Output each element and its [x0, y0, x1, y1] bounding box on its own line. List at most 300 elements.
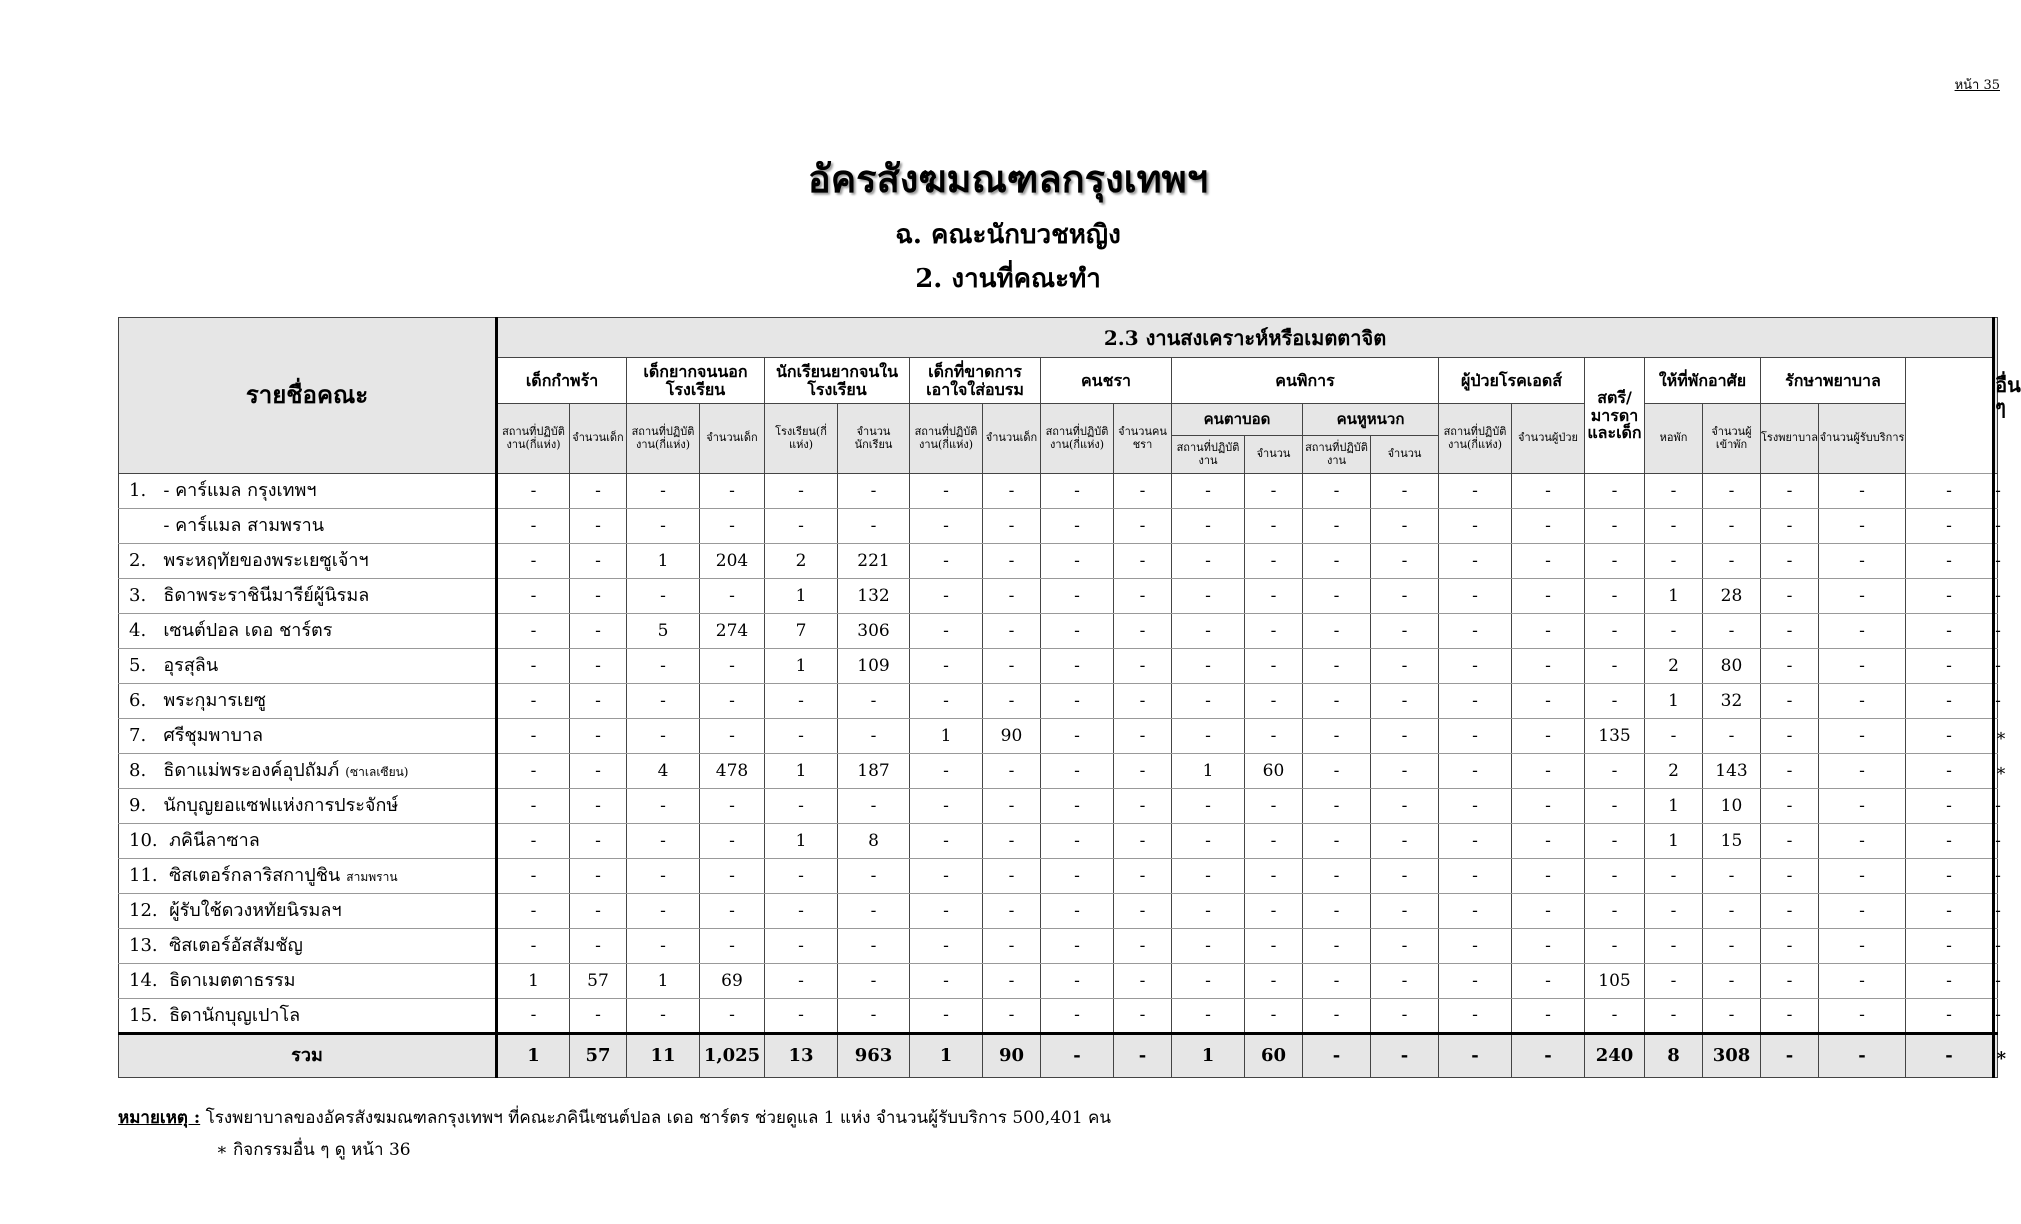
row-other: -: [1994, 474, 1998, 509]
table-cell: -: [700, 509, 765, 544]
table-cell: -: [1172, 509, 1245, 544]
table-cell: -: [1041, 999, 1114, 1034]
table-cell: -: [1512, 894, 1585, 929]
table-cell: -: [1041, 614, 1114, 649]
table-cell: -: [1172, 929, 1245, 964]
table-cell: -: [1906, 894, 1994, 929]
table-cell: 204: [700, 544, 765, 579]
table-cell: -: [1906, 824, 1994, 859]
row-name-note: สามพราน: [346, 870, 398, 885]
table-cell: -: [1512, 719, 1585, 754]
table-cell: -: [497, 894, 570, 929]
table-cell: 5: [627, 614, 700, 649]
table-cell: -: [497, 474, 570, 509]
table-cell: -: [1371, 789, 1439, 824]
row-name-text: 12. ผู้รับใช้ดวงหทัยนิรมลฯ: [129, 900, 342, 922]
sub-header: สถานที่ปฏิบัติงาน(กี่แห่ง): [910, 404, 983, 474]
table-cell: -: [1819, 929, 1906, 964]
row-name: [119, 649, 497, 684]
table-row: [119, 894, 1998, 929]
page-subtitle-1: ฉ. คณะนักบวชหญิง: [895, 220, 1121, 250]
group-header: เด็กกำพร้า: [497, 358, 627, 404]
table-cell: -: [1703, 544, 1761, 579]
table-cell: -: [838, 474, 910, 509]
table-cell: -: [1245, 999, 1303, 1034]
table-cell: -: [1645, 964, 1703, 999]
table-cell: -: [700, 999, 765, 1034]
row-name-text: 5. อุรสุลิน: [129, 655, 219, 677]
sub-header: สถานที่ปฏิบัติงาน(กี่แห่ง): [497, 404, 570, 474]
total-label: รวม: [119, 1034, 497, 1078]
total-cell: -: [1906, 1034, 1994, 1078]
table-cell: -: [1114, 859, 1172, 894]
table-cell: -: [1439, 509, 1512, 544]
table-cell: -: [700, 649, 765, 684]
table-row: [119, 754, 1998, 789]
row-name-text: 15. ธิดานักบุญเปาโล: [129, 1004, 301, 1026]
group-header: เด็กยากจนนอกโรงเรียน: [627, 358, 765, 404]
row-other: -: [1994, 859, 1998, 894]
table-cell: -: [1761, 789, 1819, 824]
page-subtitle-2: 2. งานที่คณะทำ: [915, 264, 1101, 294]
table-cell: -: [1761, 964, 1819, 999]
table-cell: 1: [1645, 789, 1703, 824]
row-name: [119, 544, 497, 579]
total-cell: -: [1512, 1034, 1585, 1078]
table-row: [119, 579, 1998, 614]
row-other: -: [1994, 929, 1998, 964]
table-cell: 1: [1645, 684, 1703, 719]
table-cell: 1: [765, 579, 838, 614]
table-row: [119, 964, 1998, 999]
disabled-subgroup-header: คนตาบอด: [1172, 404, 1303, 436]
table-cell: -: [765, 474, 838, 509]
table-cell: 2: [765, 544, 838, 579]
table-cell: 135: [1585, 719, 1645, 754]
table-cell: 1: [765, 824, 838, 859]
sub-header: สถานที่ปฏิบัติงาน(กี่แห่ง): [1439, 404, 1512, 474]
table-cell: -: [1172, 859, 1245, 894]
table-cell: -: [1371, 474, 1439, 509]
table-cell: -: [1761, 544, 1819, 579]
table-cell: -: [1512, 754, 1585, 789]
group-header: ให้ที่พักอาศัย: [1645, 358, 1761, 404]
data-table: [118, 317, 2021, 1078]
table-cell: -: [1512, 579, 1585, 614]
table-cell: -: [497, 929, 570, 964]
table-cell: -: [1645, 614, 1703, 649]
sub-header: สถานที่ปฏิบัติงาน: [1172, 436, 1245, 474]
table-cell: -: [1512, 509, 1585, 544]
table-cell: -: [765, 789, 838, 824]
row-other: -: [1994, 614, 1998, 649]
table-cell: -: [765, 894, 838, 929]
row-name: [119, 894, 497, 929]
other-header: อื่น ๆ: [1994, 318, 1998, 474]
table-cell: -: [1371, 894, 1439, 929]
table-cell: -: [1172, 684, 1245, 719]
table-cell: 8: [838, 824, 910, 859]
table-cell: -: [910, 824, 983, 859]
table-cell: 1: [627, 964, 700, 999]
name-header: รายชื่อคณะ: [119, 318, 497, 474]
table-cell: -: [910, 579, 983, 614]
table-cell: -: [1906, 684, 1994, 719]
table-cell: -: [570, 894, 627, 929]
table-cell: -: [838, 894, 910, 929]
table-cell: -: [983, 789, 1041, 824]
table-cell: -: [1303, 719, 1371, 754]
table-cell: -: [1645, 999, 1703, 1034]
table-cell: -: [983, 509, 1041, 544]
table-cell: -: [765, 859, 838, 894]
table-cell: -: [1645, 544, 1703, 579]
table-cell: -: [1041, 754, 1114, 789]
table-cell: 478: [700, 754, 765, 789]
table-cell: -: [983, 894, 1041, 929]
row-other: -: [1994, 649, 1998, 684]
table-cell: -: [497, 719, 570, 754]
table-cell: -: [765, 509, 838, 544]
row-name: [119, 964, 497, 999]
table-cell: -: [1041, 719, 1114, 754]
total-cell: 57: [570, 1034, 627, 1078]
table-row: [119, 614, 1998, 649]
table-cell: -: [1819, 789, 1906, 824]
total-cell: 90: [983, 1034, 1041, 1078]
table-cell: 15: [1703, 824, 1761, 859]
table-cell: -: [1041, 964, 1114, 999]
table-cell: -: [1761, 509, 1819, 544]
table-cell: -: [627, 859, 700, 894]
table-cell: -: [1512, 684, 1585, 719]
table-cell: -: [1114, 544, 1172, 579]
group-header: นักเรียนยากจนในโรงเรียน: [765, 358, 910, 404]
table-cell: -: [1041, 859, 1114, 894]
table-cell: -: [570, 719, 627, 754]
sub-header: จำนวนผู้ป่วย: [1512, 404, 1585, 474]
row-name: [119, 579, 497, 614]
table-cell: -: [700, 474, 765, 509]
table-cell: -: [570, 929, 627, 964]
table-cell: -: [570, 579, 627, 614]
table-cell: -: [1245, 509, 1303, 544]
table-cell: -: [1114, 614, 1172, 649]
table-cell: -: [1512, 824, 1585, 859]
footnote-asterisk: ∗ กิจกรรมอื่น ๆ ดู หน้า 36: [216, 1140, 411, 1160]
table-cell: -: [627, 474, 700, 509]
table-cell: -: [1371, 964, 1439, 999]
table-cell: -: [700, 579, 765, 614]
row-other: ∗: [1994, 754, 1998, 789]
row-name-text: 13. ซิสเตอร์อัสสัมชัญ: [129, 935, 303, 957]
sub-header: จำนวนเด็ก: [700, 404, 765, 474]
table-cell: -: [1906, 544, 1994, 579]
table-cell: -: [1041, 509, 1114, 544]
table-cell: -: [1303, 509, 1371, 544]
table-row: [119, 859, 1998, 894]
table-cell: -: [1371, 719, 1439, 754]
table-cell: 221: [838, 544, 910, 579]
table-cell: -: [1172, 649, 1245, 684]
table-cell: -: [570, 859, 627, 894]
table-cell: -: [1114, 649, 1172, 684]
table-cell: 105: [1585, 964, 1645, 999]
table-cell: -: [570, 614, 627, 649]
table-cell: -: [1439, 789, 1512, 824]
table-cell: -: [1645, 894, 1703, 929]
table-cell: 90: [983, 719, 1041, 754]
table-cell: -: [1819, 474, 1906, 509]
table-cell: -: [1303, 789, 1371, 824]
table-cell: -: [1819, 579, 1906, 614]
table-cell: -: [1703, 964, 1761, 999]
total-cell: 8: [1645, 1034, 1703, 1078]
table-cell: -: [627, 579, 700, 614]
row-name-text: 6. พระกุมารเยซู: [129, 690, 266, 712]
table-cell: 7: [765, 614, 838, 649]
table-cell: -: [570, 509, 627, 544]
table-cell: -: [910, 509, 983, 544]
table-cell: -: [1439, 614, 1512, 649]
table-cell: 32: [1703, 684, 1761, 719]
sub-header: สถานที่ปฏิบัติงาน: [1303, 436, 1371, 474]
row-name: [119, 999, 497, 1034]
table-cell: -: [910, 964, 983, 999]
table-row: [119, 824, 1998, 859]
table-cell: -: [1819, 964, 1906, 999]
sub-header: จำนวน: [1371, 436, 1439, 474]
table-cell: -: [1245, 474, 1303, 509]
total-cell: 60: [1245, 1034, 1303, 1078]
table-cell: -: [1906, 754, 1994, 789]
table-cell: -: [570, 789, 627, 824]
table-cell: -: [1303, 474, 1371, 509]
total-cell: -: [1371, 1034, 1439, 1078]
table-cell: -: [1703, 719, 1761, 754]
total-cell: -: [1761, 1034, 1819, 1078]
table-cell: -: [1114, 824, 1172, 859]
table-cell: -: [1439, 754, 1512, 789]
row-other: -: [1994, 999, 1998, 1034]
page-number: หน้า 35: [1954, 78, 2000, 93]
table-cell: -: [1761, 999, 1819, 1034]
table-cell: -: [1645, 719, 1703, 754]
table-cell: -: [838, 789, 910, 824]
table-cell: -: [983, 999, 1041, 1034]
table-cell: -: [627, 649, 700, 684]
table-cell: -: [838, 719, 910, 754]
group-header: สตรี/มารดาและเด็ก: [1585, 358, 1645, 474]
sub-header: โรงเรียน(กี่แห่ง): [765, 404, 838, 474]
table-cell: -: [1114, 999, 1172, 1034]
table-cell: -: [1172, 579, 1245, 614]
table-cell: -: [1512, 929, 1585, 964]
table-cell: 2: [1645, 649, 1703, 684]
table-cell: -: [1041, 649, 1114, 684]
row-other: -: [1994, 964, 1998, 999]
table-cell: -: [700, 789, 765, 824]
row-name-text: 1. - คาร์แมล กรุงเทพฯ: [129, 480, 317, 502]
table-row: [119, 649, 1998, 684]
table-cell: -: [983, 579, 1041, 614]
table-cell: -: [497, 789, 570, 824]
table-cell: -: [1371, 544, 1439, 579]
table-cell: -: [983, 929, 1041, 964]
row-name-note: (ซาเลเซียน): [345, 765, 409, 780]
table-cell: -: [497, 649, 570, 684]
sub-header: จำนวนคนชรา: [1114, 404, 1172, 474]
table-cell: -: [1303, 544, 1371, 579]
table-cell: -: [1371, 684, 1439, 719]
table-cell: -: [1761, 474, 1819, 509]
table-cell: -: [700, 894, 765, 929]
table-cell: -: [497, 614, 570, 649]
table-cell: -: [1245, 964, 1303, 999]
table-cell: -: [910, 894, 983, 929]
table-cell: -: [910, 999, 983, 1034]
table-cell: -: [497, 509, 570, 544]
table-cell: -: [1645, 859, 1703, 894]
total-cell: -: [1114, 1034, 1172, 1078]
table-cell: -: [1906, 474, 1994, 509]
table-cell: -: [1819, 544, 1906, 579]
table-cell: -: [570, 754, 627, 789]
total-cell: 1: [1172, 1034, 1245, 1078]
row-other: -: [1994, 684, 1998, 719]
table-cell: -: [1761, 579, 1819, 614]
table-cell: -: [983, 544, 1041, 579]
table-cell: -: [910, 474, 983, 509]
table-cell: -: [700, 859, 765, 894]
row-other: -: [1994, 789, 1998, 824]
table-cell: -: [1114, 579, 1172, 614]
table-cell: -: [983, 614, 1041, 649]
table-cell: -: [1512, 859, 1585, 894]
table-cell: -: [765, 719, 838, 754]
table-cell: -: [700, 684, 765, 719]
table-cell: -: [1041, 789, 1114, 824]
table-cell: -: [1245, 929, 1303, 964]
table-cell: -: [1041, 579, 1114, 614]
table-cell: -: [1303, 894, 1371, 929]
table-cell: -: [910, 754, 983, 789]
table-cell: -: [1906, 789, 1994, 824]
table-cell: -: [1041, 544, 1114, 579]
row-other: -: [1994, 509, 1998, 544]
row-name-text: 8. ธิดาแม่พระองค์อุปถัมภ์: [129, 760, 340, 782]
table-cell: -: [1371, 509, 1439, 544]
table-cell: -: [910, 614, 983, 649]
table-cell: -: [1761, 894, 1819, 929]
total-cell: 1: [910, 1034, 983, 1078]
table-cell: 4: [627, 754, 700, 789]
table-cell: -: [1114, 894, 1172, 929]
table-cell: -: [838, 964, 910, 999]
table-cell: -: [983, 754, 1041, 789]
table-cell: 10: [1703, 789, 1761, 824]
total-cell: -: [1303, 1034, 1371, 1078]
table-cell: 306: [838, 614, 910, 649]
page-title: อัครสังฆมณฑลกรุงเทพฯ: [807, 156, 1209, 201]
table-row: [119, 509, 1998, 544]
group-header: ผู้ป่วยโรคเอดส์: [1439, 358, 1585, 404]
table-cell: -: [1439, 929, 1512, 964]
group-header: เด็กที่ขาดการเอาใจใส่อบรม: [910, 358, 1041, 404]
total-cell: -: [1819, 1034, 1906, 1078]
sub-header: จำนวนนักเรียน: [838, 404, 910, 474]
table-cell: -: [1585, 474, 1645, 509]
table-cell: -: [1703, 509, 1761, 544]
table-cell: -: [1906, 509, 1994, 544]
table-cell: -: [497, 754, 570, 789]
table-cell: -: [1585, 929, 1645, 964]
table-cell: -: [1819, 509, 1906, 544]
table-cell: -: [910, 649, 983, 684]
table-cell: -: [1585, 824, 1645, 859]
table-cell: -: [983, 964, 1041, 999]
group-header: คนพิการ: [1172, 358, 1439, 404]
table-cell: -: [765, 999, 838, 1034]
table-cell: -: [1906, 614, 1994, 649]
sub-header: จำนวนเด็ก: [570, 404, 627, 474]
table-cell: -: [1303, 999, 1371, 1034]
table-cell: -: [1114, 684, 1172, 719]
table-cell: -: [910, 789, 983, 824]
table-cell: -: [1303, 614, 1371, 649]
table-cell: -: [1906, 719, 1994, 754]
footnote-text: โรงพยาบาลของอัครสังฆมณฑลกรุงเทพฯ ที่คณะภคินีเซนต์ปอล เดอ ชาร์ตร ช่วยดูแล 1 แห่ง จำนวนผู้รับบริการ 500,401 คน: [205, 1108, 1112, 1128]
table-cell: -: [1172, 964, 1245, 999]
table-cell: -: [1041, 684, 1114, 719]
sub-header: จำนวนผู้รับบริการ: [1819, 404, 1906, 474]
row-name-text: 10. ภคินีลาซาล: [129, 830, 260, 852]
table-cell: -: [1585, 999, 1645, 1034]
row-name-text: 11. ซิสเตอร์กลาริสกาปูชิน: [129, 865, 341, 887]
table-cell: -: [1439, 544, 1512, 579]
table-cell: -: [1041, 474, 1114, 509]
table-cell: -: [1245, 544, 1303, 579]
table-cell: 57: [570, 964, 627, 999]
table-cell: 2: [1645, 754, 1703, 789]
total-cell: 240: [1585, 1034, 1645, 1078]
row-other: ∗: [1994, 719, 1998, 754]
table-cell: -: [627, 509, 700, 544]
table-cell: -: [1585, 649, 1645, 684]
table-cell: -: [627, 824, 700, 859]
sub-header: หอพัก: [1645, 404, 1703, 474]
table-cell: -: [1645, 929, 1703, 964]
table-cell: -: [765, 929, 838, 964]
table-cell: -: [1703, 929, 1761, 964]
table-cell: -: [1585, 754, 1645, 789]
group-header: คนชรา: [1041, 358, 1172, 404]
table-cell: -: [910, 544, 983, 579]
table-row: [119, 719, 1998, 754]
row-other: -: [1994, 544, 1998, 579]
total-cell: -: [1439, 1034, 1512, 1078]
table-cell: -: [1041, 929, 1114, 964]
table-cell: -: [1303, 579, 1371, 614]
table-cell: -: [1172, 789, 1245, 824]
total-cell: 308: [1703, 1034, 1761, 1078]
table-cell: -: [1906, 964, 1994, 999]
table-cell: -: [1245, 789, 1303, 824]
table-cell: -: [1819, 894, 1906, 929]
table-cell: -: [765, 684, 838, 719]
table-cell: 187: [838, 754, 910, 789]
table-cell: -: [1761, 754, 1819, 789]
